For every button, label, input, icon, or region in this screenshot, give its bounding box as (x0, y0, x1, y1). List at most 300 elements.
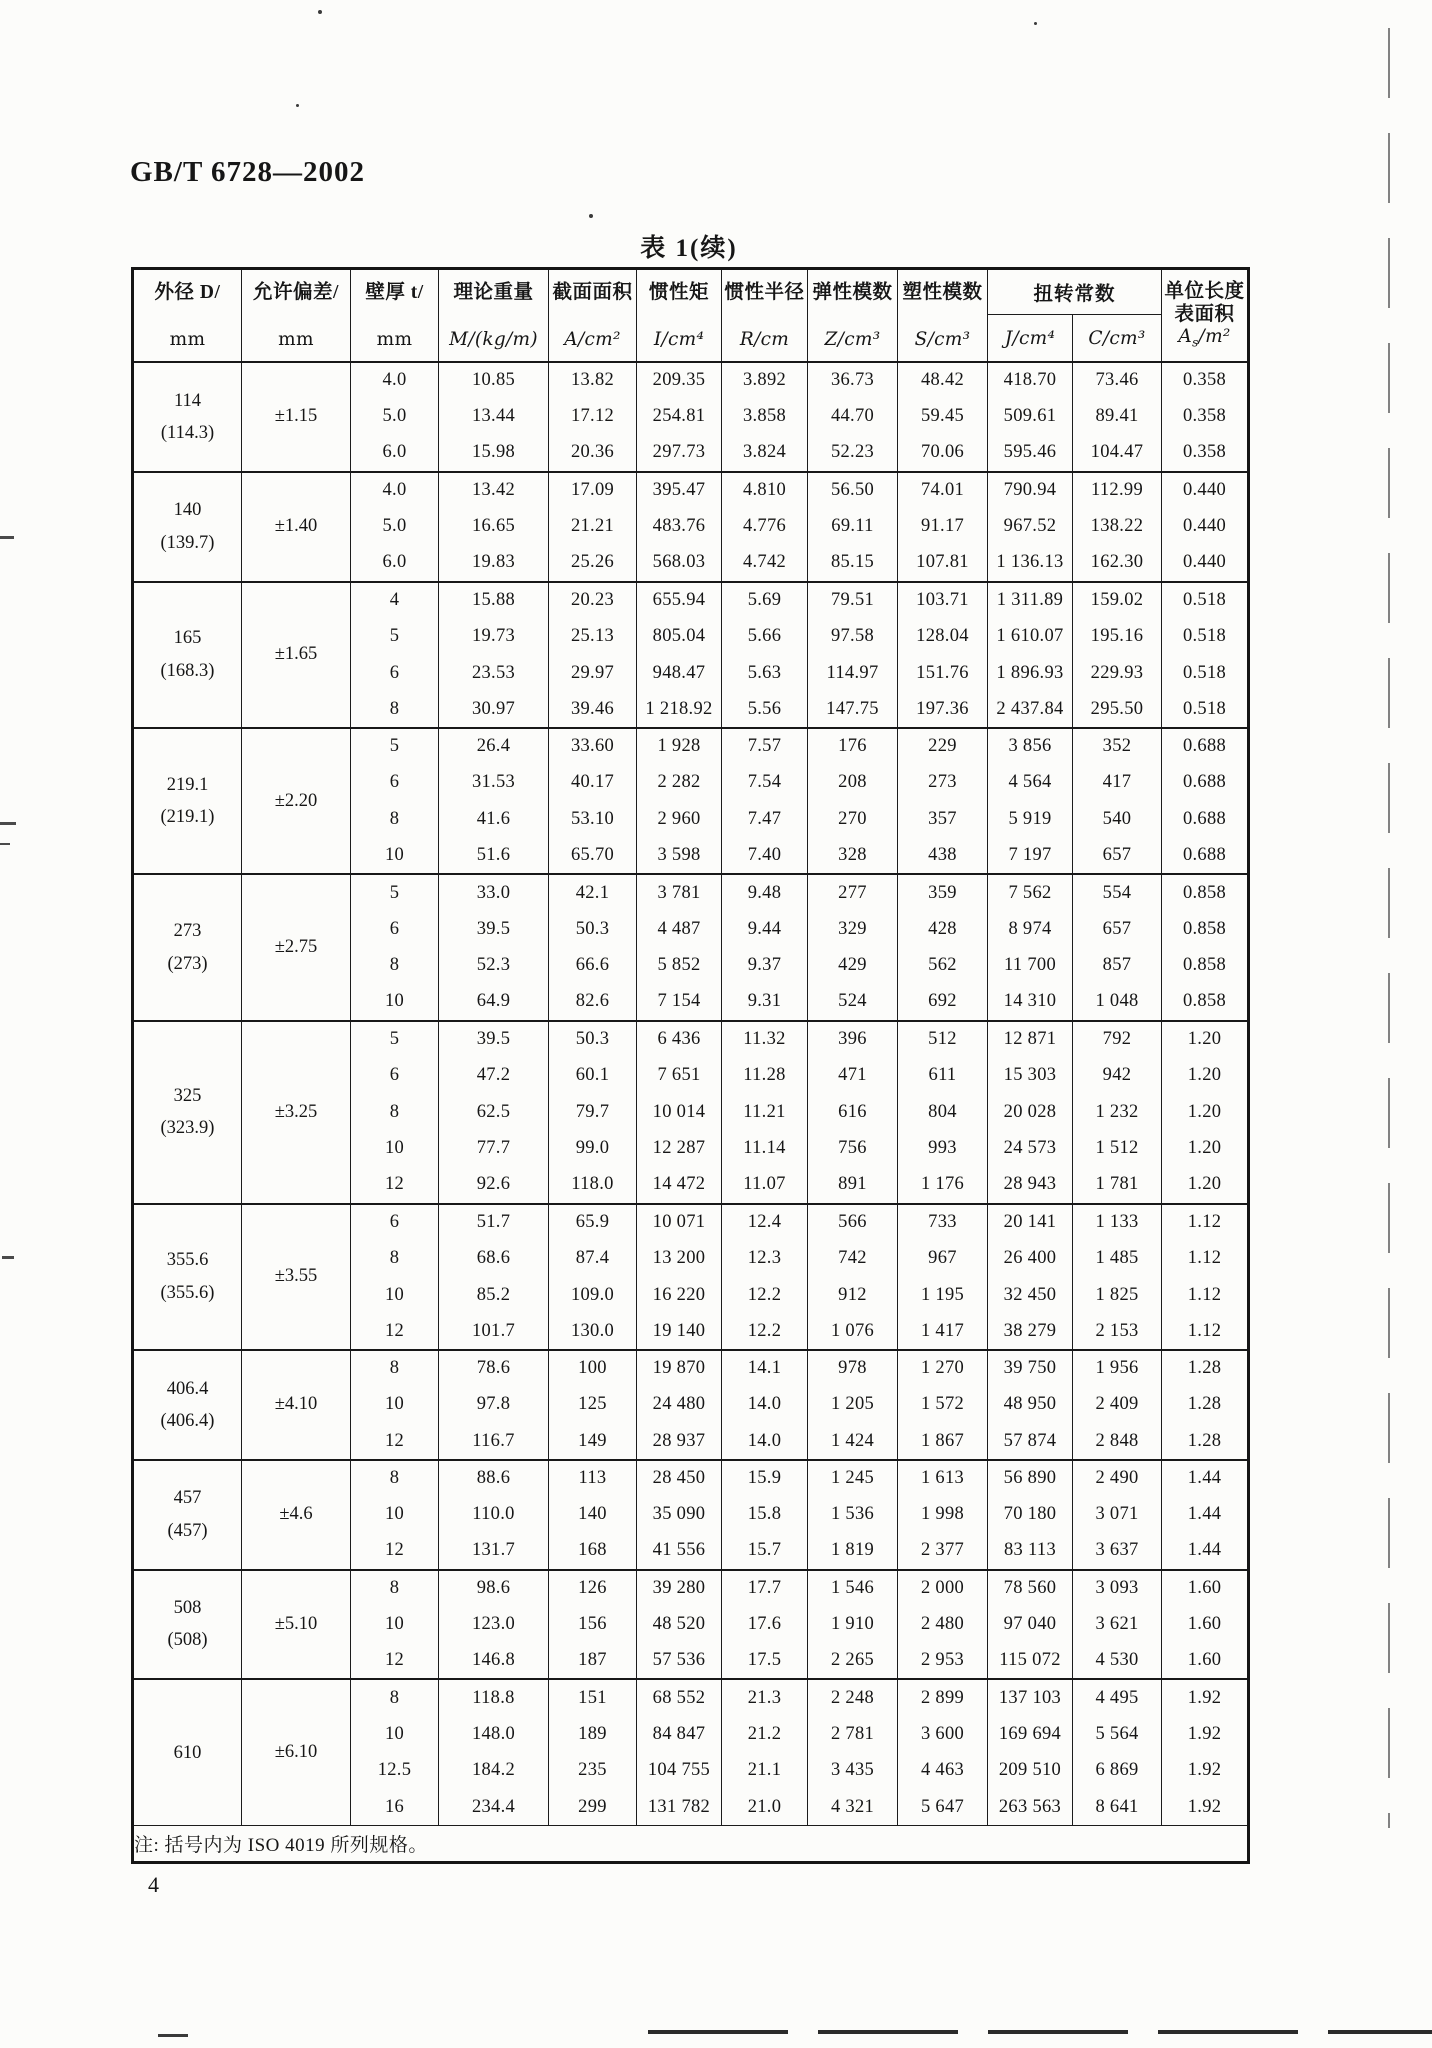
value-cell: 438 (898, 838, 988, 875)
tolerance-cell: ±2.20 (242, 728, 351, 874)
value-cell: 9.48 (722, 874, 808, 911)
value-cell: 59.45 (898, 399, 988, 436)
value-cell: 11.07 (722, 1167, 808, 1204)
wall-thickness-cell: 4.0 (351, 362, 439, 399)
value-cell: 429 (808, 948, 898, 985)
value-cell: 0.688 (1162, 728, 1249, 765)
value-cell: 2 781 (808, 1716, 898, 1753)
value-cell: 3 071 (1073, 1496, 1162, 1533)
value-cell: 17.5 (722, 1643, 808, 1680)
value-cell: 1 048 (1073, 984, 1162, 1021)
value-cell: 3.824 (722, 435, 808, 472)
value-cell: 2 377 (898, 1533, 988, 1570)
value-cell: 2 437.84 (988, 691, 1073, 728)
value-cell: 36.73 (808, 362, 898, 399)
wall-thickness-cell: 4.0 (351, 472, 439, 509)
value-cell: 857 (1073, 948, 1162, 985)
value-cell: 107.81 (898, 545, 988, 582)
wall-thickness-cell: 10 (351, 984, 439, 1021)
outer-diameter-cell: 610 (133, 1679, 242, 1825)
value-cell: 21.3 (722, 1679, 808, 1716)
value-cell: 1 417 (898, 1313, 988, 1350)
value-cell: 1.20 (1162, 1057, 1249, 1094)
value-cell: 123.0 (439, 1606, 549, 1643)
value-cell: 3 781 (637, 874, 722, 911)
value-cell: 15.9 (722, 1460, 808, 1497)
wall-thickness-cell: 10 (351, 1496, 439, 1533)
wall-thickness-cell: 8 (351, 801, 439, 838)
value-cell: 270 (808, 801, 898, 838)
value-cell: 0.518 (1162, 582, 1249, 619)
value-cell: 70 180 (988, 1496, 1073, 1533)
value-cell: 2 409 (1073, 1387, 1162, 1424)
value-cell: 64.9 (439, 984, 549, 1021)
value-cell: 7 154 (637, 984, 722, 1021)
value-cell: 0.518 (1162, 691, 1249, 728)
value-cell: 28 943 (988, 1167, 1073, 1204)
value-cell: 428 (898, 911, 988, 948)
value-cell: 97 040 (988, 1606, 1073, 1643)
value-cell: 101.7 (439, 1313, 549, 1350)
header-radius-of-gyration: 惯性半径 R/cm (722, 269, 808, 363)
value-cell: 4 530 (1073, 1643, 1162, 1680)
value-cell: 11.21 (722, 1094, 808, 1131)
value-cell: 113 (549, 1460, 637, 1497)
value-cell: 156 (549, 1606, 637, 1643)
value-cell: 209 510 (988, 1753, 1073, 1790)
value-cell: 1.92 (1162, 1789, 1249, 1826)
value-cell: 140 (549, 1496, 637, 1533)
table-title: 表 1(续) (640, 235, 738, 262)
value-cell: 97.8 (439, 1387, 549, 1424)
value-cell: 7 197 (988, 838, 1073, 875)
value-cell: 25.26 (549, 545, 637, 582)
table-row (133, 472, 1249, 509)
value-cell: 184.2 (439, 1753, 549, 1790)
value-cell: 967.52 (988, 508, 1073, 545)
scan-bottom-left-artifact (158, 2034, 188, 2037)
value-cell: 148.0 (439, 1716, 549, 1753)
value-cell: 2 248 (808, 1679, 898, 1716)
wall-thickness-cell: 5 (351, 874, 439, 911)
table-note: 注: 括号内为 ISO 4019 所列规格。 (133, 1826, 1249, 1863)
value-cell: 12.3 (722, 1240, 808, 1277)
tolerance-cell: ±1.15 (242, 362, 351, 472)
value-cell: 21.0 (722, 1789, 808, 1826)
value-cell: 1 572 (898, 1387, 988, 1424)
wall-thickness-cell: 12 (351, 1423, 439, 1460)
value-cell: 28 937 (637, 1423, 722, 1460)
value-cell: 655.94 (637, 582, 722, 619)
value-cell: 146.8 (439, 1643, 549, 1680)
value-cell: 524 (808, 984, 898, 1021)
wall-thickness-cell: 5 (351, 1021, 439, 1058)
value-cell: 254.81 (637, 399, 722, 436)
value-cell: 20.23 (549, 582, 637, 619)
value-cell: 509.61 (988, 399, 1073, 436)
value-cell: 97.58 (808, 618, 898, 655)
value-cell: 39 280 (637, 1570, 722, 1607)
scan-speck (296, 104, 299, 107)
value-cell: 568.03 (637, 545, 722, 582)
header-torsion-constants: 扭转常数 (988, 269, 1162, 315)
value-cell: 116.7 (439, 1423, 549, 1460)
value-cell: 1.60 (1162, 1643, 1249, 1680)
value-cell: 3 435 (808, 1753, 898, 1790)
value-cell: 56.50 (808, 472, 898, 509)
value-cell: 7 562 (988, 874, 1073, 911)
value-cell: 12 287 (637, 1130, 722, 1167)
value-cell: 11.28 (722, 1057, 808, 1094)
value-cell: 3.858 (722, 399, 808, 436)
value-cell: 948.47 (637, 655, 722, 692)
standard-number: GB/T 6728—2002 (130, 156, 366, 188)
tolerance-cell: ±2.75 (242, 874, 351, 1020)
value-cell: 99.0 (549, 1130, 637, 1167)
header-moment-of-inertia: 惯性矩 I/cm⁴ (637, 269, 722, 363)
value-cell: 1 613 (898, 1460, 988, 1497)
value-cell: 62.5 (439, 1094, 549, 1131)
value-cell: 30.97 (439, 691, 549, 728)
outer-diameter-cell: 140 (139.7) (133, 472, 242, 582)
value-cell: 0.358 (1162, 399, 1249, 436)
value-cell: 942 (1073, 1057, 1162, 1094)
value-cell: 742 (808, 1240, 898, 1277)
value-cell: 1 610.07 (988, 618, 1073, 655)
outer-diameter-cell: 355.6 (355.6) (133, 1204, 242, 1350)
value-cell: 20 028 (988, 1094, 1073, 1131)
value-cell: 209.35 (637, 362, 722, 399)
value-cell: 14.0 (722, 1423, 808, 1460)
outer-diameter-cell: 273 (273) (133, 874, 242, 1020)
value-cell: 3 621 (1073, 1606, 1162, 1643)
value-cell: 92.6 (439, 1167, 549, 1204)
value-cell: 4 564 (988, 765, 1073, 802)
value-cell: 657 (1073, 838, 1162, 875)
value-cell: 104 755 (637, 1753, 722, 1790)
value-cell: 7.54 (722, 765, 808, 802)
scan-speck (318, 10, 322, 14)
value-cell: 235 (549, 1753, 637, 1790)
value-cell: 0.858 (1162, 948, 1249, 985)
outer-diameter-cell: 165 (168.3) (133, 582, 242, 728)
scan-margin-mark (2, 1256, 14, 1259)
value-cell: 19 870 (637, 1350, 722, 1387)
value-cell: 1 512 (1073, 1130, 1162, 1167)
value-cell: 1.20 (1162, 1021, 1249, 1058)
outer-diameter-cell: 508 (508) (133, 1570, 242, 1680)
wall-thickness-cell: 10 (351, 1716, 439, 1753)
wall-thickness-cell: 4 (351, 582, 439, 619)
value-cell: 48 950 (988, 1387, 1073, 1424)
value-cell: 100 (549, 1350, 637, 1387)
value-cell: 5 919 (988, 801, 1073, 838)
value-cell: 5 564 (1073, 1716, 1162, 1753)
header-surface-area: 单位长度 表面积 $A_s/m^2$ (1162, 269, 1249, 363)
value-cell: 89.41 (1073, 399, 1162, 436)
value-cell: 14.0 (722, 1387, 808, 1424)
value-cell: 5.56 (722, 691, 808, 728)
value-cell: 554 (1073, 874, 1162, 911)
value-cell: 83 113 (988, 1533, 1073, 1570)
spec-table-body (133, 362, 1249, 1826)
value-cell: 471 (808, 1057, 898, 1094)
value-cell: 7.40 (722, 838, 808, 875)
wall-thickness-cell: 8 (351, 1460, 439, 1497)
value-cell: 4.810 (722, 472, 808, 509)
value-cell: 151.76 (898, 655, 988, 692)
value-cell: 85.2 (439, 1277, 549, 1314)
value-cell: 1.20 (1162, 1167, 1249, 1204)
table-row (133, 1679, 1249, 1716)
value-cell: 68 552 (637, 1679, 722, 1716)
value-cell: 483.76 (637, 508, 722, 545)
value-cell: 169 694 (988, 1716, 1073, 1753)
value-cell: 26.4 (439, 728, 549, 765)
header-torsion-j: J/cm⁴ (988, 315, 1073, 362)
value-cell: 263 563 (988, 1789, 1073, 1826)
wall-thickness-cell: 12 (351, 1533, 439, 1570)
wall-thickness-cell: 5 (351, 618, 439, 655)
value-cell: 2 153 (1073, 1313, 1162, 1350)
value-cell: 50.3 (549, 911, 637, 948)
value-cell: 52.3 (439, 948, 549, 985)
value-cell: 35 090 (637, 1496, 722, 1533)
value-cell: 13.82 (549, 362, 637, 399)
value-cell: 3 598 (637, 838, 722, 875)
value-cell: 540 (1073, 801, 1162, 838)
value-cell: 51.6 (439, 838, 549, 875)
value-cell: 6 436 (637, 1021, 722, 1058)
outer-diameter-cell: 406.4 (406.4) (133, 1350, 242, 1460)
value-cell: 352 (1073, 728, 1162, 765)
value-cell: 52.23 (808, 435, 898, 472)
outer-diameter-cell: 219.1 (219.1) (133, 728, 242, 874)
value-cell: 12.2 (722, 1277, 808, 1314)
value-cell: 0.440 (1162, 472, 1249, 509)
wall-thickness-cell: 5.0 (351, 399, 439, 436)
value-cell: 168 (549, 1533, 637, 1570)
value-cell: 19.83 (439, 545, 549, 582)
value-cell: 1 205 (808, 1387, 898, 1424)
value-cell: 0.858 (1162, 911, 1249, 948)
value-cell: 17.12 (549, 399, 637, 436)
table-row (133, 1204, 1249, 1241)
value-cell: 19 140 (637, 1313, 722, 1350)
value-cell: 115 072 (988, 1643, 1073, 1680)
value-cell: 208 (808, 765, 898, 802)
value-cell: 1.44 (1162, 1496, 1249, 1533)
value-cell: 69.11 (808, 508, 898, 545)
value-cell: 299 (549, 1789, 637, 1826)
wall-thickness-cell: 5.0 (351, 508, 439, 545)
wall-thickness-cell: 6.0 (351, 435, 439, 472)
table-row (133, 1570, 1249, 1607)
value-cell: 566 (808, 1204, 898, 1241)
wall-thickness-cell: 6 (351, 1204, 439, 1241)
value-cell: 44.70 (808, 399, 898, 436)
wall-thickness-cell: 8 (351, 1679, 439, 1716)
value-cell: 162.30 (1073, 545, 1162, 582)
value-cell: 396 (808, 1021, 898, 1058)
tolerance-cell: ±5.10 (242, 1570, 351, 1680)
scan-margin-mark (0, 536, 14, 539)
value-cell: 15.98 (439, 435, 549, 472)
value-cell: 2 282 (637, 765, 722, 802)
value-cell: 8 974 (988, 911, 1073, 948)
value-cell: 692 (898, 984, 988, 1021)
value-cell: 91.17 (898, 508, 988, 545)
value-cell: 229.93 (1073, 655, 1162, 692)
value-cell: 24 573 (988, 1130, 1073, 1167)
wall-thickness-cell: 6 (351, 911, 439, 948)
value-cell: 39 750 (988, 1350, 1073, 1387)
wall-thickness-cell: 10 (351, 1277, 439, 1314)
value-cell: 65.70 (549, 838, 637, 875)
scan-margin-mark (0, 822, 16, 825)
value-cell: 39.5 (439, 1021, 549, 1058)
header-plastic-modulus: 塑性模数 S/cm³ (898, 269, 988, 363)
header-wall-thickness: 壁厚 t/ mm (351, 269, 439, 363)
value-cell: 41 556 (637, 1533, 722, 1570)
value-cell: 1 218.92 (637, 691, 722, 728)
value-cell: 2 265 (808, 1643, 898, 1680)
wall-thickness-cell: 8 (351, 691, 439, 728)
value-cell: 189 (549, 1716, 637, 1753)
value-cell: 112.99 (1073, 472, 1162, 509)
value-cell: 1 245 (808, 1460, 898, 1497)
value-cell: 10 014 (637, 1094, 722, 1131)
scan-margin-mark (0, 843, 10, 845)
value-cell: 20 141 (988, 1204, 1073, 1241)
value-cell: 12.2 (722, 1313, 808, 1350)
value-cell: 297.73 (637, 435, 722, 472)
wall-thickness-cell: 5 (351, 728, 439, 765)
value-cell: 114.97 (808, 655, 898, 692)
tolerance-cell: ±1.65 (242, 582, 351, 728)
value-cell: 611 (898, 1057, 988, 1094)
value-cell: 0.358 (1162, 435, 1249, 472)
value-cell: 4.742 (722, 545, 808, 582)
value-cell: 26 400 (988, 1240, 1073, 1277)
value-cell: 1 546 (808, 1570, 898, 1607)
value-cell: 131.7 (439, 1533, 549, 1570)
value-cell: 29.97 (549, 655, 637, 692)
value-cell: 118.8 (439, 1679, 549, 1716)
value-cell: 66.6 (549, 948, 637, 985)
wall-thickness-cell: 8 (351, 1094, 439, 1131)
table-row (133, 1460, 1249, 1497)
tolerance-cell: ±6.10 (242, 1679, 351, 1825)
wall-thickness-cell: 16 (351, 1789, 439, 1826)
value-cell: 5.69 (722, 582, 808, 619)
header-section-area: 截面面积 A/cm² (549, 269, 637, 363)
value-cell: 50.3 (549, 1021, 637, 1058)
value-cell: 1 781 (1073, 1167, 1162, 1204)
value-cell: 20.36 (549, 435, 637, 472)
value-cell: 616 (808, 1094, 898, 1131)
value-cell: 70.06 (898, 435, 988, 472)
tolerance-cell: ±4.10 (242, 1350, 351, 1460)
value-cell: 805.04 (637, 618, 722, 655)
value-cell: 1.28 (1162, 1350, 1249, 1387)
value-cell: 792 (1073, 1021, 1162, 1058)
value-cell: 38 279 (988, 1313, 1073, 1350)
value-cell: 2 953 (898, 1643, 988, 1680)
value-cell: 13 200 (637, 1240, 722, 1277)
value-cell: 14.1 (722, 1350, 808, 1387)
value-cell: 53.10 (549, 801, 637, 838)
value-cell: 42.1 (549, 874, 637, 911)
value-cell: 1.12 (1162, 1204, 1249, 1241)
value-cell: 1.60 (1162, 1570, 1249, 1607)
value-cell: 1 998 (898, 1496, 988, 1533)
value-cell: 33.60 (549, 728, 637, 765)
value-cell: 790.94 (988, 472, 1073, 509)
value-cell: 15 303 (988, 1057, 1073, 1094)
value-cell: 131 782 (637, 1789, 722, 1826)
value-cell: 1 424 (808, 1423, 898, 1460)
value-cell: 118.0 (549, 1167, 637, 1204)
value-cell: 68.6 (439, 1240, 549, 1277)
value-cell: 4 321 (808, 1789, 898, 1826)
table-row (133, 874, 1249, 911)
value-cell: 98.6 (439, 1570, 549, 1607)
table-row (133, 1021, 1249, 1058)
value-cell: 978 (808, 1350, 898, 1387)
value-cell: 14 310 (988, 984, 1073, 1021)
value-cell: 0.518 (1162, 618, 1249, 655)
value-cell: 0.358 (1162, 362, 1249, 399)
value-cell: 31.53 (439, 765, 549, 802)
scan-speck (1034, 22, 1037, 25)
value-cell: 125 (549, 1387, 637, 1424)
value-cell: 0.440 (1162, 545, 1249, 582)
value-cell: 32 450 (988, 1277, 1073, 1314)
value-cell: 1.20 (1162, 1094, 1249, 1131)
scan-bottom-edge-artifact (648, 2030, 1432, 2034)
value-cell: 2 000 (898, 1570, 988, 1607)
wall-thickness-cell: 6 (351, 765, 439, 802)
value-cell: 733 (898, 1204, 988, 1241)
value-cell: 138.22 (1073, 508, 1162, 545)
value-cell: 1.92 (1162, 1679, 1249, 1716)
value-cell: 2 490 (1073, 1460, 1162, 1497)
value-cell: 6 869 (1073, 1753, 1162, 1790)
value-cell: 110.0 (439, 1496, 549, 1533)
value-cell: 3 093 (1073, 1570, 1162, 1607)
value-cell: 14 472 (637, 1167, 722, 1204)
value-cell: 57 536 (637, 1643, 722, 1680)
value-cell: 9.44 (722, 911, 808, 948)
value-cell: 17.09 (549, 472, 637, 509)
wall-thickness-cell: 12 (351, 1643, 439, 1680)
value-cell: 1.44 (1162, 1460, 1249, 1497)
value-cell: 48 520 (637, 1606, 722, 1643)
value-cell: 1 819 (808, 1533, 898, 1570)
tolerance-cell: ±3.25 (242, 1021, 351, 1204)
wall-thickness-cell: 6 (351, 1057, 439, 1094)
value-cell: 40.17 (549, 765, 637, 802)
wall-thickness-cell: 8 (351, 948, 439, 985)
value-cell: 159.02 (1073, 582, 1162, 619)
value-cell: 17.6 (722, 1606, 808, 1643)
value-cell: 1 195 (898, 1277, 988, 1314)
wall-thickness-cell: 10 (351, 838, 439, 875)
value-cell: 4.776 (722, 508, 808, 545)
value-cell: 12.4 (722, 1204, 808, 1241)
value-cell: 2 960 (637, 801, 722, 838)
